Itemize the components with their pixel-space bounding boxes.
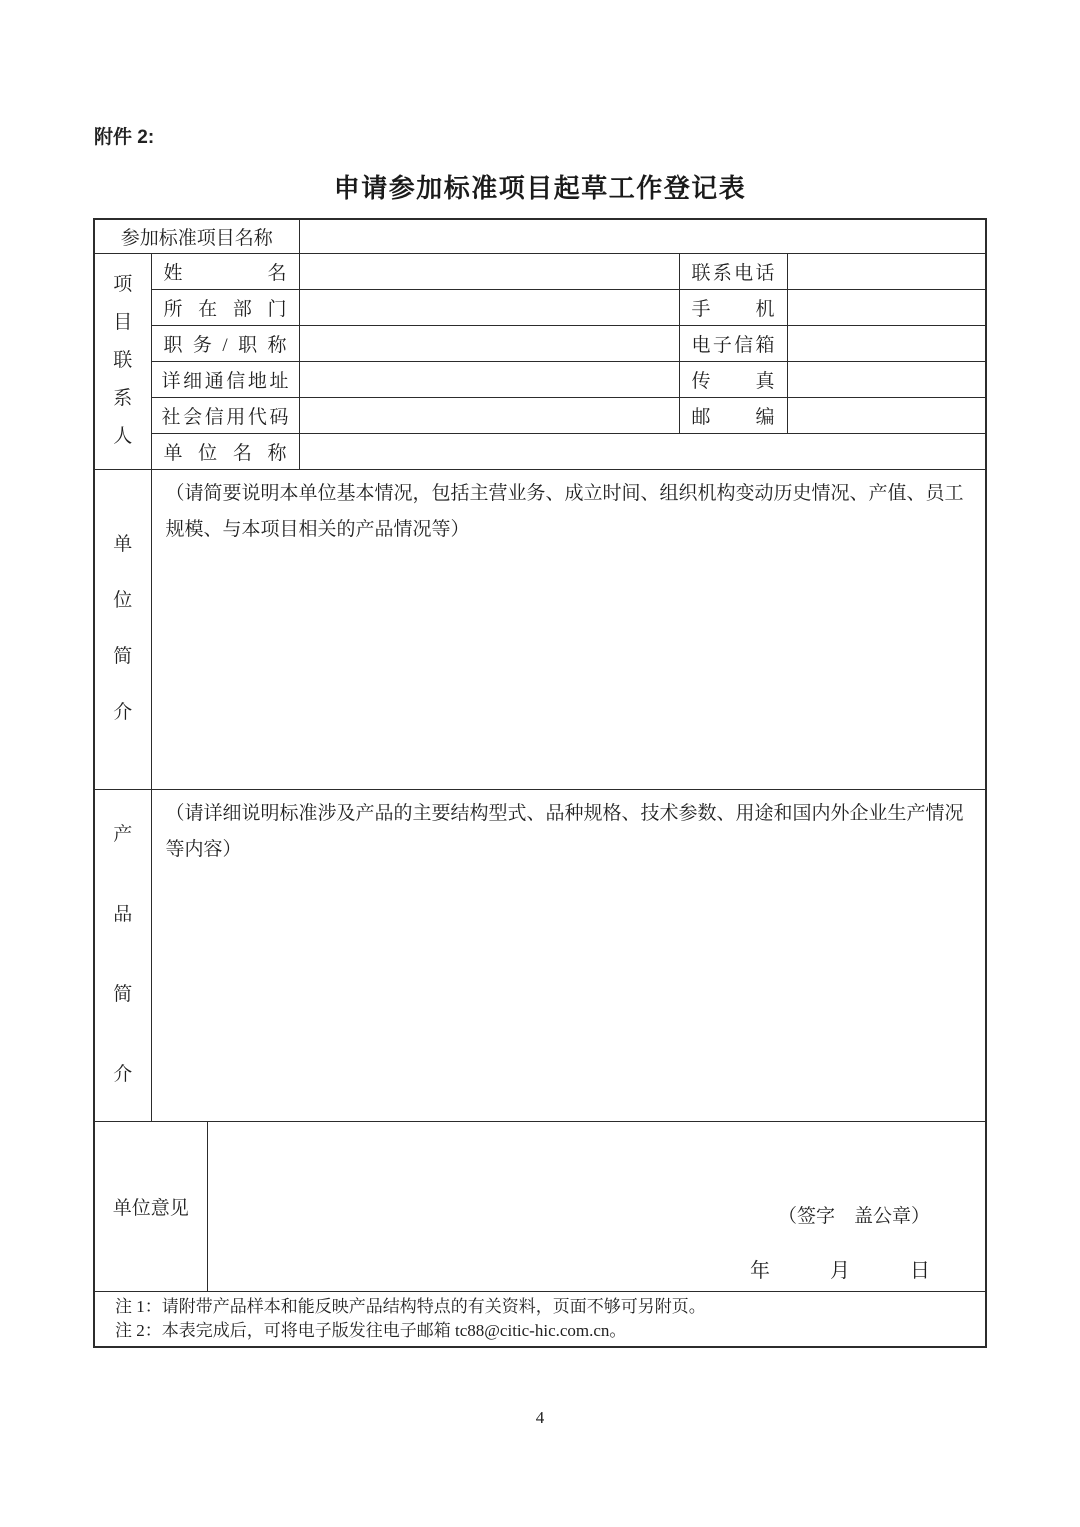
mobile-label: 手机 xyxy=(679,289,787,325)
table-row xyxy=(94,325,986,361)
table-row xyxy=(94,361,986,397)
company-opinion-area xyxy=(207,1121,986,1291)
company-name-label: 单位名称 xyxy=(151,433,299,469)
department-label: 所在部门 xyxy=(151,289,299,325)
credit-code-label: 社会信用代码 xyxy=(151,397,299,433)
page-title: 申请参加标准项目起草工作登记表 xyxy=(333,173,747,203)
mailing-address-label: 详细通信地址 xyxy=(151,361,299,397)
signature-seal-hint: （签字 盖公章） xyxy=(777,1205,930,1227)
phone-value-cell xyxy=(787,253,986,289)
department-value-cell xyxy=(299,289,679,325)
product-profile-side-label xyxy=(94,789,151,1121)
date-placeholder: 年 月 日 xyxy=(750,1259,930,1282)
company-profile-side-label xyxy=(94,469,151,789)
table-row xyxy=(94,219,986,253)
table-row xyxy=(94,433,986,469)
phone-label: 联系电话 xyxy=(679,253,787,289)
registration-form-table xyxy=(93,218,987,1348)
name-value-cell xyxy=(299,253,679,289)
table-row xyxy=(94,469,986,789)
table-row xyxy=(94,397,986,433)
company-name-value-cell xyxy=(299,433,986,469)
project-name-value-cell xyxy=(299,219,986,253)
company-opinion-sign-block xyxy=(208,1201,986,1291)
table-row xyxy=(94,789,986,1121)
position-title-value-cell xyxy=(299,325,679,361)
contact-section-side-label xyxy=(94,253,151,469)
notes-cell xyxy=(94,1291,986,1347)
fax-label: 传真 xyxy=(679,361,787,397)
name-label: 姓名 xyxy=(151,253,299,289)
mobile-value-cell xyxy=(787,289,986,325)
page-number: 4 xyxy=(535,1408,545,1427)
project-name-label: 参加标准项目名称 xyxy=(94,219,299,253)
company-profile-side-label-text: 单位简介 xyxy=(113,534,133,723)
fax-value-cell xyxy=(787,361,986,397)
postcode-label: 邮编 xyxy=(679,397,787,433)
product-profile-hint: （请详细说明标准涉及产品的主要结构型式、品种规格、技术参数、用途和国内外企业生产情况等内容） xyxy=(151,789,986,1121)
table-row xyxy=(94,1121,986,1291)
note-2: 注 2：本表完成后，可将电子版发往电子邮箱 tc88@citic-hic.com.cn。 xyxy=(115,1320,627,1340)
table-row xyxy=(94,289,986,325)
contact-section-side-label-text: 项目联系人 xyxy=(113,274,133,447)
company-opinion-label: 单位意见 xyxy=(94,1121,207,1291)
attachment-label: 附件 2: xyxy=(94,127,155,148)
credit-code-value-cell xyxy=(299,397,679,433)
product-profile-side-label-text: 产品简介 xyxy=(113,824,133,1085)
table-row xyxy=(94,1291,986,1347)
note-1: 注 1：请附带产品样本和能反映产品结构特点的有关资料，页面不够可另附页。 xyxy=(115,1296,706,1316)
email-value-cell xyxy=(787,325,986,361)
postcode-value-cell xyxy=(787,397,986,433)
position-title-label: 职务/职称 xyxy=(151,325,299,361)
mailing-address-value-cell xyxy=(299,361,679,397)
table-row xyxy=(94,253,986,289)
email-label: 电子信箱 xyxy=(679,325,787,361)
company-profile-hint: （请简要说明本单位基本情况，包括主营业务、成立时间、组织机构变动历史情况、产值、员工规模、与本项目相关的产品情况等） xyxy=(151,469,986,789)
